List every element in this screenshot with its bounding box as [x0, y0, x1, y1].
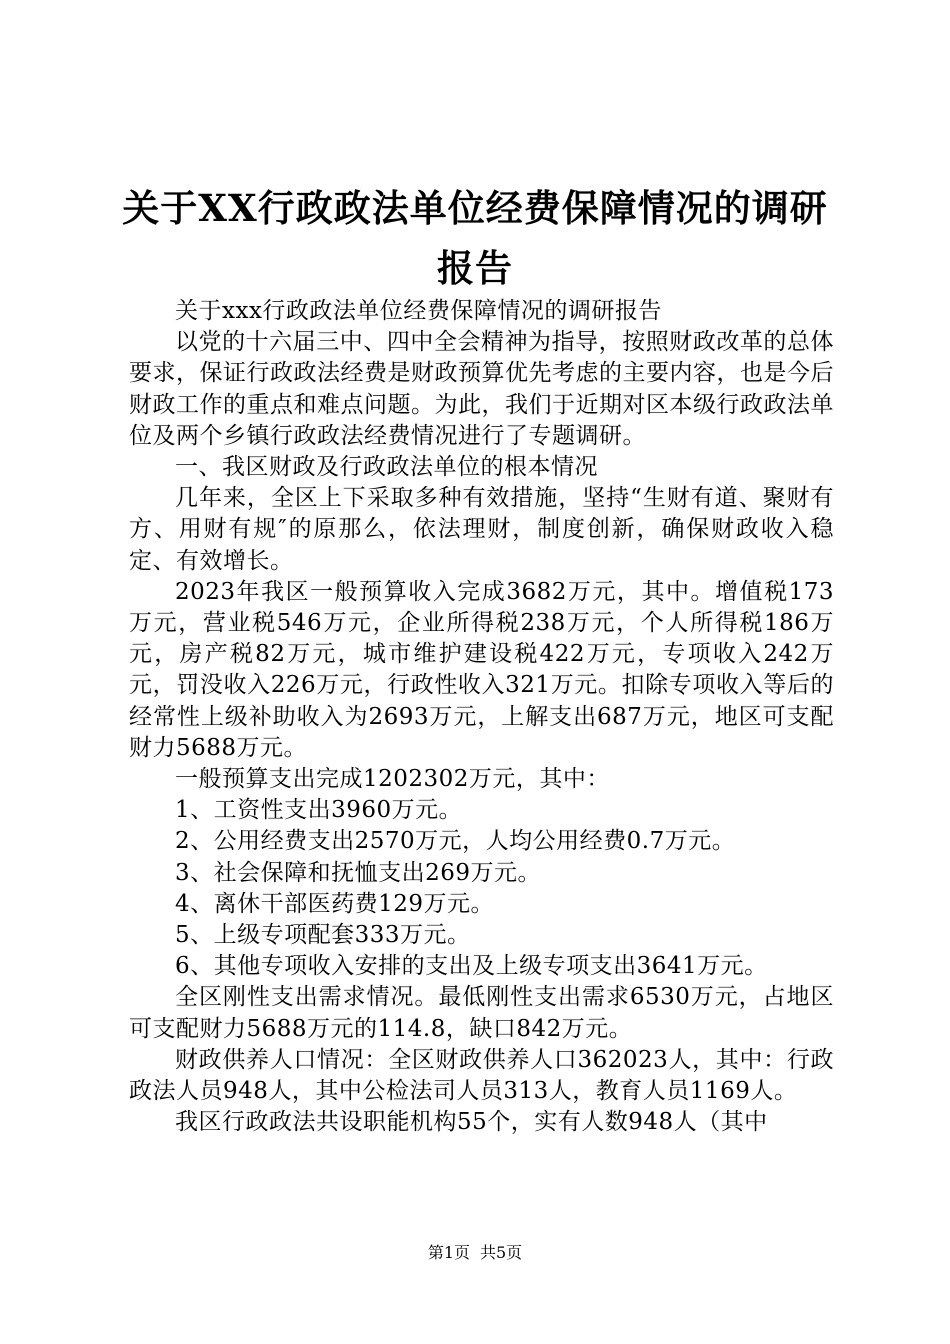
paragraph-subtitle: 关于xxx行政政法单位经费保障情况的调研报告	[175, 298, 662, 324]
paragraph-rigid-spending: 全区刚性支出需求情况。最低刚性支出需求6530万元，占地区可支配财力5688万元的114.8，缺口842万元。	[129, 984, 834, 1042]
list-item: 2、公用经费支出2570万元，人均公用经费0.7万元。	[175, 828, 736, 855]
paragraph: 几年来，全区上下采取多种有效措施，坚持“生财有道、聚财有方、用财有规″的原那么，依法理财，制度创新，确保财政收入稳定、有效增长。	[129, 485, 834, 574]
list-item: 1、工资性支出3960万元。	[175, 797, 463, 824]
list-item: 6、其他专项收入安排的支出及上级专项支出3641万元。	[175, 953, 768, 980]
page-number: 第1页	[427, 1243, 470, 1262]
paragraph-revenue: 2023年我区一般预算收入完成3682万元，其中。增值税173万元，营业税546万元，企业所得税238万元，个人所得税186万元，房产税82万元，城市维护建设税422万元，专项收入242万元，罚没收入226万元，行政性收入321万元。扣除专项收入等后的经常性上级补助收入为2693万元，上解支出687万元，地区可支配财力5688万元。	[129, 578, 834, 761]
paragraph-expenditure: 一般预算支出完成1202302万元，其中：	[175, 766, 610, 793]
section-heading: 一、我区财政及行政政法单位的根本情况	[175, 454, 598, 481]
list-item: 5、上级专项配套333万元。	[175, 922, 471, 949]
list-item: 4、离休干部医药费129万元。	[175, 890, 495, 917]
page-total: 共5页	[480, 1243, 523, 1262]
paragraph-institutions: 我区行政政法共设职能机构55个，实有人数948人（其中	[175, 1109, 768, 1136]
page-footer	[0, 1243, 950, 1263]
document-title: 关于XX行政政法单位经费保障情况的调研报告	[122, 186, 828, 290]
paragraph-population: 财政供养人口情况：全区财政供养人口362023人，其中：行政政法人员948人，其中公检法司人员313人，教育人员1169人。	[129, 1046, 834, 1105]
list-item: 3、社会保障和抚恤支出269万元。	[175, 859, 542, 886]
paragraph-intro: 以党的十六届三中、四中全会精神为指导，按照财政改革的总体要求，保证行政政法经费是财政预算优先考虑的主要内容，也是今后财政工作的重点和难点问题。为此，我们于近期对区本级行政政法单位及两个乡镇行政政法经费情况进行了专题调研。	[129, 329, 834, 449]
document-body	[129, 296, 834, 1138]
